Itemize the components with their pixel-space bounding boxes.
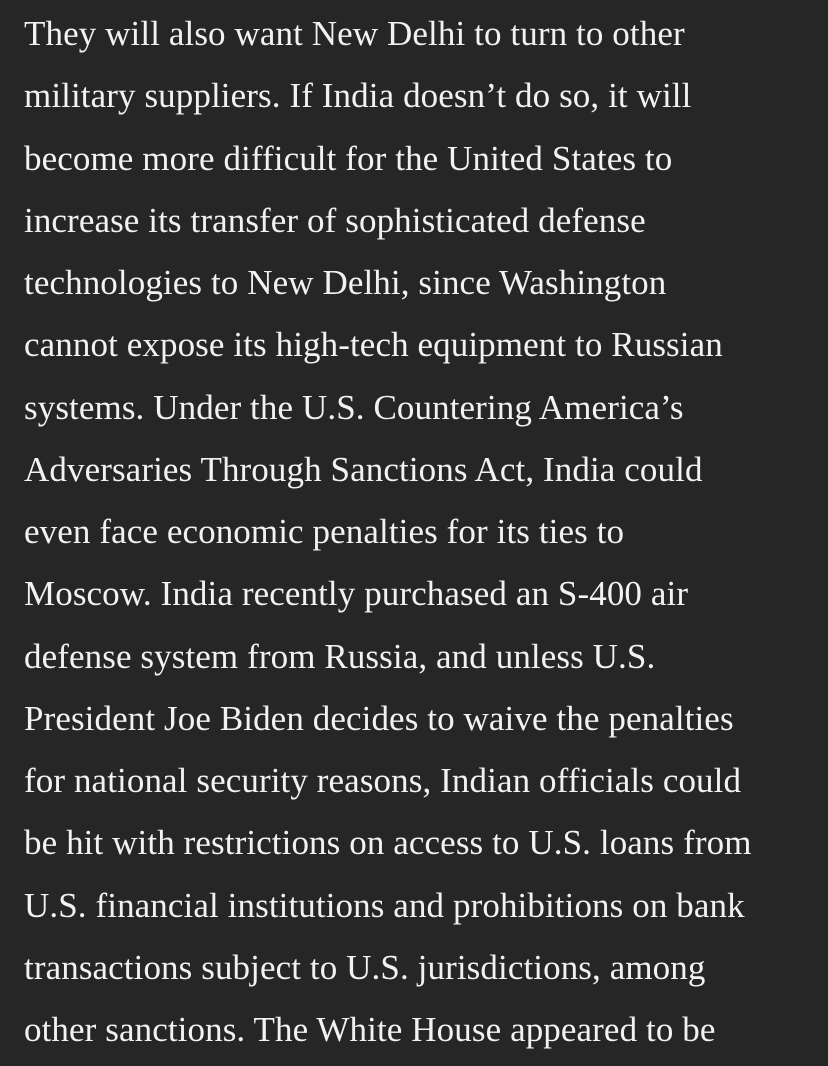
paragraph-line: Moscow. India recently purchased an S-400 air	[24, 574, 689, 613]
paragraph-line: They will also want New Delhi to turn to other	[24, 14, 685, 53]
paragraph-line: cannot expose its high-tech equipment to Russian	[24, 325, 723, 364]
paragraph-line: for national security reasons, Indian officials could	[24, 761, 742, 800]
paragraph-line: become more difficult for the United States to	[24, 139, 673, 178]
paragraph-line: defense system from Russia, and unless U.S.	[24, 637, 656, 676]
paragraph-line: be hit with restrictions on access to U.S. loans from	[24, 823, 752, 862]
paragraph-line: increase its transfer of sophisticated defense	[24, 201, 646, 240]
paragraph-line: systems. Under the U.S. Countering America’s	[24, 388, 684, 427]
paragraph-line: Adversaries Through Sanctions Act, India could	[24, 450, 703, 489]
paragraph-line: even face economic penalties for its ties to	[24, 512, 625, 551]
paragraph-line: technologies to New Delhi, since Washington	[24, 263, 667, 302]
paragraph-line: President Joe Biden decides to waive the penalties	[24, 699, 734, 738]
paragraph-line: transactions subject to U.S. jurisdictions, among	[24, 948, 706, 987]
paragraph-line: other sanctions. The White House appeared to be	[24, 1010, 716, 1049]
paragraph-line: military suppliers. If India doesn’t do so, it will	[24, 76, 692, 115]
paragraph-line: U.S. financial institutions and prohibitions on bank	[24, 886, 745, 925]
